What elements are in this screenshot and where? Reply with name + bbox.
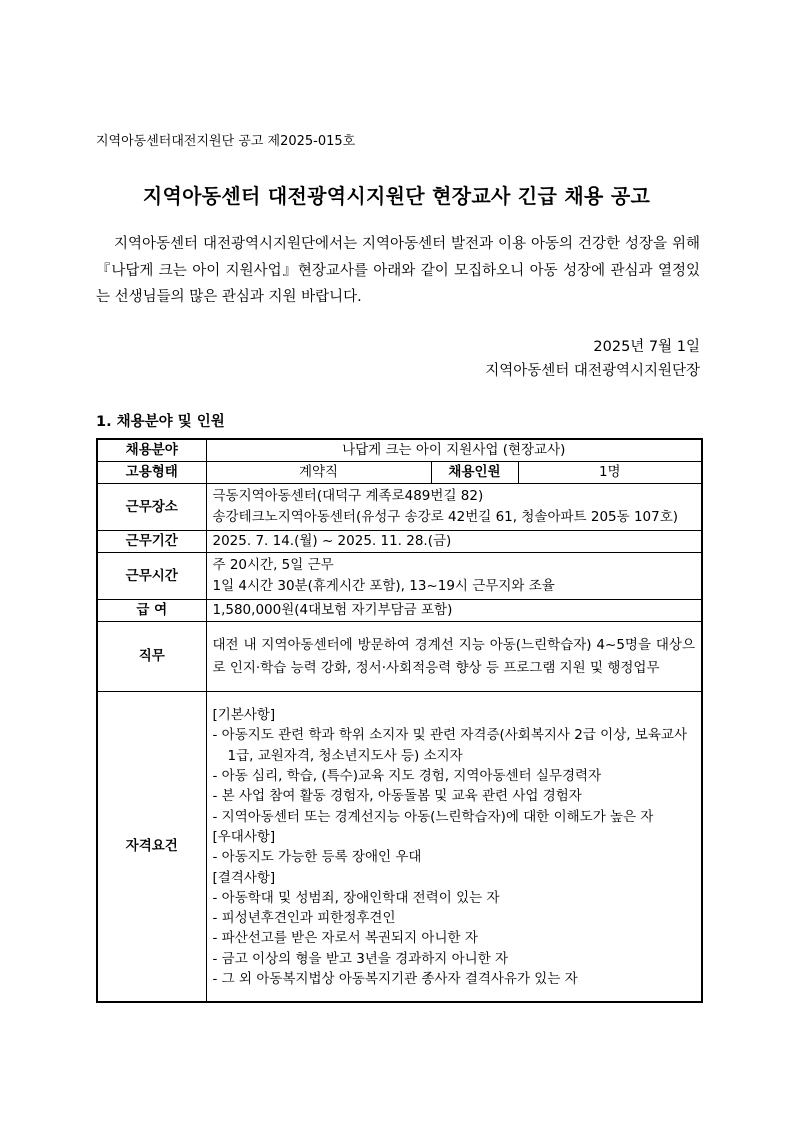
duty-value: 대전 내 지역아동센터에 방문하여 경계선 지능 아동(느린학습자) 4~5명을 대상으로 인지·학습 능력 강화, 정서·사회적응력 향상 등 프로그램 지원 및 행정업무 bbox=[206, 622, 702, 692]
table-row bbox=[97, 439, 702, 462]
field-value: 나답게 크는 아이 지원사업 (현장교사) bbox=[206, 439, 702, 462]
table-row bbox=[97, 553, 702, 600]
workplace-line: 송강테크노지역아동센터(유성구 송강로 42번길 61, 청솔아파트 205동 107호) bbox=[212, 509, 679, 525]
headcount-value: 1명 bbox=[518, 462, 702, 484]
issuer-name: 지역아동센터 대전광역시지원단장 bbox=[485, 363, 700, 379]
employment-type-label: 고용형태 bbox=[97, 462, 206, 484]
notice-number: 지역아동센터대전지원단 공고 제2025-015호 bbox=[96, 134, 356, 149]
qual-basic-heading: [기본사항] bbox=[212, 707, 276, 724]
hours-value bbox=[206, 553, 702, 600]
qual-disq-item: - 피성년후견인과 피한정후견인 bbox=[212, 910, 396, 927]
workplace-label: 근무장소 bbox=[97, 484, 206, 531]
notice-date: 2025년 7월 1일 bbox=[593, 339, 700, 355]
intro-paragraph bbox=[96, 231, 700, 311]
qualification-value bbox=[206, 692, 702, 1002]
hours-line: 1일 4시간 30분(휴게시간 포함), 13~19시 근무지와 조율 bbox=[212, 578, 555, 594]
table-row bbox=[97, 692, 702, 1002]
workplace-value bbox=[206, 484, 702, 531]
qual-basic-item: - 아동 심리, 학습, (특수)교육 지도 경험, 지역아동센터 실무경력자 bbox=[212, 768, 602, 785]
workplace-line: 극동지역아동센터(대덕구 계족로489번길 82) bbox=[212, 488, 484, 504]
hours-line: 주 20시간, 5일 근무 bbox=[212, 557, 334, 573]
qual-pref-item: - 아동지도 가능한 등록 장애인 우대 bbox=[212, 849, 422, 866]
table-row bbox=[97, 600, 702, 622]
period-value: 2025. 7. 14.(월) ~ 2025. 11. 28.(금) bbox=[206, 531, 702, 553]
qual-basic-item: - 본 사업 참여 활동 경험자, 아동돌봄 및 교육 관련 사업 경험자 bbox=[212, 788, 582, 805]
duty-label: 직무 bbox=[97, 622, 206, 692]
page-title: 지역아동센터 대전광역시지원단 현장교사 긴급 채용 공고 bbox=[142, 184, 651, 208]
field-label: 채용분야 bbox=[97, 439, 206, 462]
qual-basic-item: - 아동지도 관련 학과 학위 소지자 및 관련 자격증(사회복지사 2급 이상, 보육교사 1급, 교원자격, 청소년지도사 등) 소지자 bbox=[212, 727, 687, 764]
qual-disq-item: - 파산선고를 받은 자로서 복권되지 아니한 자 bbox=[212, 930, 478, 947]
table-row bbox=[97, 462, 702, 484]
qual-disq-item: - 아동학대 및 성범죄, 장애인학대 전력이 있는 자 bbox=[212, 889, 500, 906]
qual-disq-item: - 금고 이상의 형을 받고 3년을 경과하지 아니한 자 bbox=[212, 950, 509, 967]
qual-disq-heading: [결격사항] bbox=[212, 869, 276, 886]
period-label: 근무기간 bbox=[97, 531, 206, 553]
salary-value: 1,580,000원(4대보험 자기부담금 포함) bbox=[206, 600, 702, 622]
salary-label: 급 여 bbox=[97, 600, 206, 622]
intro-text: 지역아동센터 대전광역시지원단에서는 지역아동센터 발전과 이용 아동의 건강한 성장을 위해『나답게 크는 아이 지원사업』현장교사를 아래와 같이 모집하오니 아동 성장에 관심과 열정있는 선생님들의 많은 관심과 지원 바랍니다. bbox=[96, 236, 700, 305]
table-row bbox=[97, 622, 702, 692]
hours-label: 근무시간 bbox=[97, 553, 206, 600]
headcount-label: 채용인원 bbox=[431, 462, 518, 484]
table-row bbox=[97, 484, 702, 531]
employment-type-value: 계약직 bbox=[206, 462, 431, 484]
qual-pref-heading: [우대사항] bbox=[212, 828, 276, 845]
section-title-recruitment: 1. 채용분야 및 인원 bbox=[96, 414, 225, 430]
qual-disq-item: - 그 외 아동복지법상 아동복지기관 종사자 결격사유가 있는 자 bbox=[212, 971, 578, 988]
recruitment-table bbox=[96, 438, 703, 1003]
qual-basic-item: - 지역아동센터 또는 경계선지능 아동(느린학습자)에 대한 이해도가 높은 자 bbox=[212, 808, 654, 825]
qualification-label: 자격요건 bbox=[97, 692, 206, 1002]
table-row bbox=[97, 531, 702, 553]
